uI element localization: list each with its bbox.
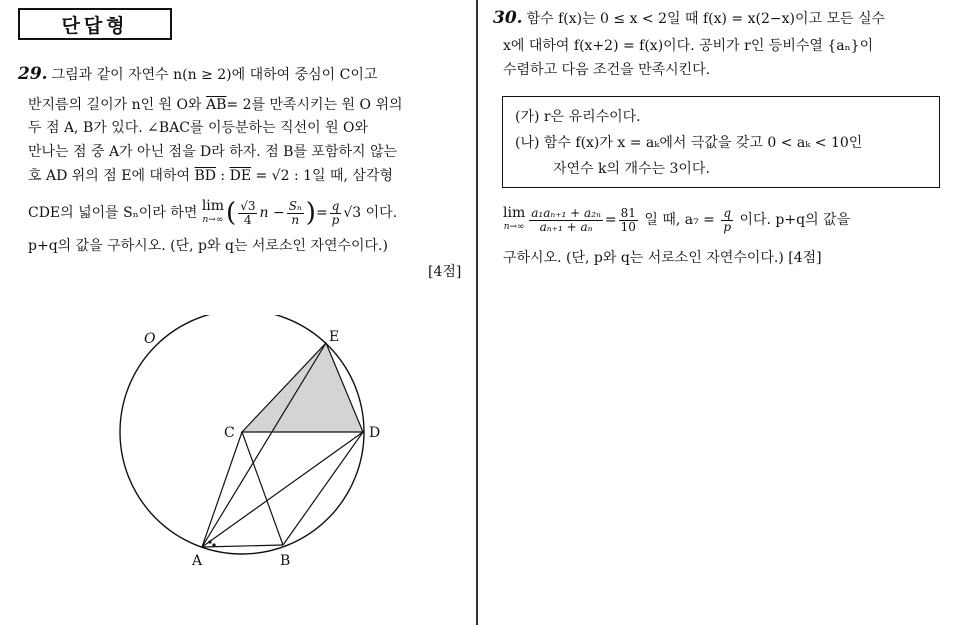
segment-ab: $\overline{AB}$ [206, 97, 227, 113]
label-a: A [192, 553, 203, 569]
segment-ae [202, 343, 326, 547]
q29-line-3: 두 점 A, B가 있다. ∠BAC를 이등분하는 직선이 원 O와 [28, 120, 369, 136]
segment-bd-line [283, 432, 363, 545]
fraction-sn-over-n: $\frac{\text{Sₙ}}{n}$ [288, 198, 302, 227]
segment-bd: $\overline{BD}$ [194, 168, 216, 184]
q30-last-line: 구하시오. (단, p와 q는 서로소인 자연수이다.) [4점] [503, 250, 822, 266]
q29-line-5: 호 AD 위의 점 E에 대하여 $\overline{BD}$ : $\overline{DE} = √2$ : 1일 때, 삼각형 [28, 168, 394, 184]
limit-expression: lim n→∞ [201, 198, 225, 225]
q30-line-2: x에 대하여 f(x+2) = f(x)이다. 공비가 r인 등비수열 {aₙ}이 [503, 38, 874, 54]
triangle-cde [242, 343, 363, 432]
q30-line-1: 30. 함수 f(x)는 0 ≤ x < 2일 때 f(x) = x(2−x)이고 모든 실수 [493, 8, 885, 28]
segment-cb [242, 432, 283, 545]
label-b: B [280, 553, 291, 569]
q29-line-6: CDE의 넓이를 Sₙ이라 하면 lim n→∞ ( $\frac{√3}{4}$ n − $\frac{\text{Sₙ}}{n}$ )= $\frac{q}{p}$ √3 이다. [28, 198, 398, 228]
q29-points: [4점] [428, 264, 462, 280]
q30-line-3: 수렴하고 다음 조건을 만족시킨다. [503, 62, 711, 78]
q30-number: 30. [493, 8, 523, 28]
label-o: O [144, 331, 156, 347]
q29-line-4: 만나는 점 중 A가 아닌 점을 D라 하자. 점 B를 포함하지 않는 [28, 144, 398, 160]
fraction-sqrt3-over-4: $\frac{√3}{4}$ [240, 198, 256, 227]
segment-de: $\overline{DE}$ [229, 168, 252, 184]
q29-line-2: 반지름의 길이가 n인 원 O와 $\overline{AB}= 2$를 만족시키는 원 O 위의 [28, 97, 403, 113]
segment-ca [202, 432, 242, 547]
fraction-81-over-10: $\frac{81}{10}$ [620, 205, 636, 234]
fraction-q-over-p-30: $\frac{q}{p}$ [723, 205, 732, 234]
q30-limit-line: lim n→∞ $\frac{\text{a₁aₙ₊₁ + a₂ₙ}}{\text{aₙ₊₁ + aₙ}}$ = $\frac{81}{10}$ 일 때, a₇ = $\frac{q}{p}$ 이다. p+q의 값을 [503, 205, 851, 234]
label-c: C [224, 425, 235, 441]
label-d: D [369, 425, 381, 441]
segment-ad [202, 432, 363, 547]
condition-na-2: 자연수 k의 개수는 3이다. [553, 161, 710, 177]
angle-mark [208, 540, 211, 543]
column-divider [476, 0, 478, 625]
condition-ga: (가) r은 유리수이다. [515, 109, 641, 125]
limit-expression-30: lim n→∞ [503, 205, 526, 232]
conditions-box [502, 96, 940, 188]
condition-na-1: (나) 함수 f(x)가 x = aₖ에서 극값을 갖고 0 < aₖ < 10인 [515, 135, 863, 151]
label-e: E [329, 329, 340, 345]
angle-mark [212, 543, 215, 546]
fraction-q-over-p: $\frac{q}{p}$ [331, 198, 340, 227]
section-title: 단답형 [18, 8, 172, 40]
fraction-sequence-ratio: $\frac{\text{a₁aₙ₊₁ + a₂ₙ}}{\text{aₙ₊₁ + aₙ}}$ [531, 205, 601, 234]
q29-line-7: p+q의 값을 구하시오. (단, p와 q는 서로소인 자연수이다.) [28, 238, 388, 254]
q29-line-1: 29. 그림과 같이 자연수 n(n ≥ 2)에 대하여 중심이 C이고 [18, 64, 378, 84]
q29-figure [100, 315, 400, 575]
q29-number: 29. [18, 64, 48, 84]
